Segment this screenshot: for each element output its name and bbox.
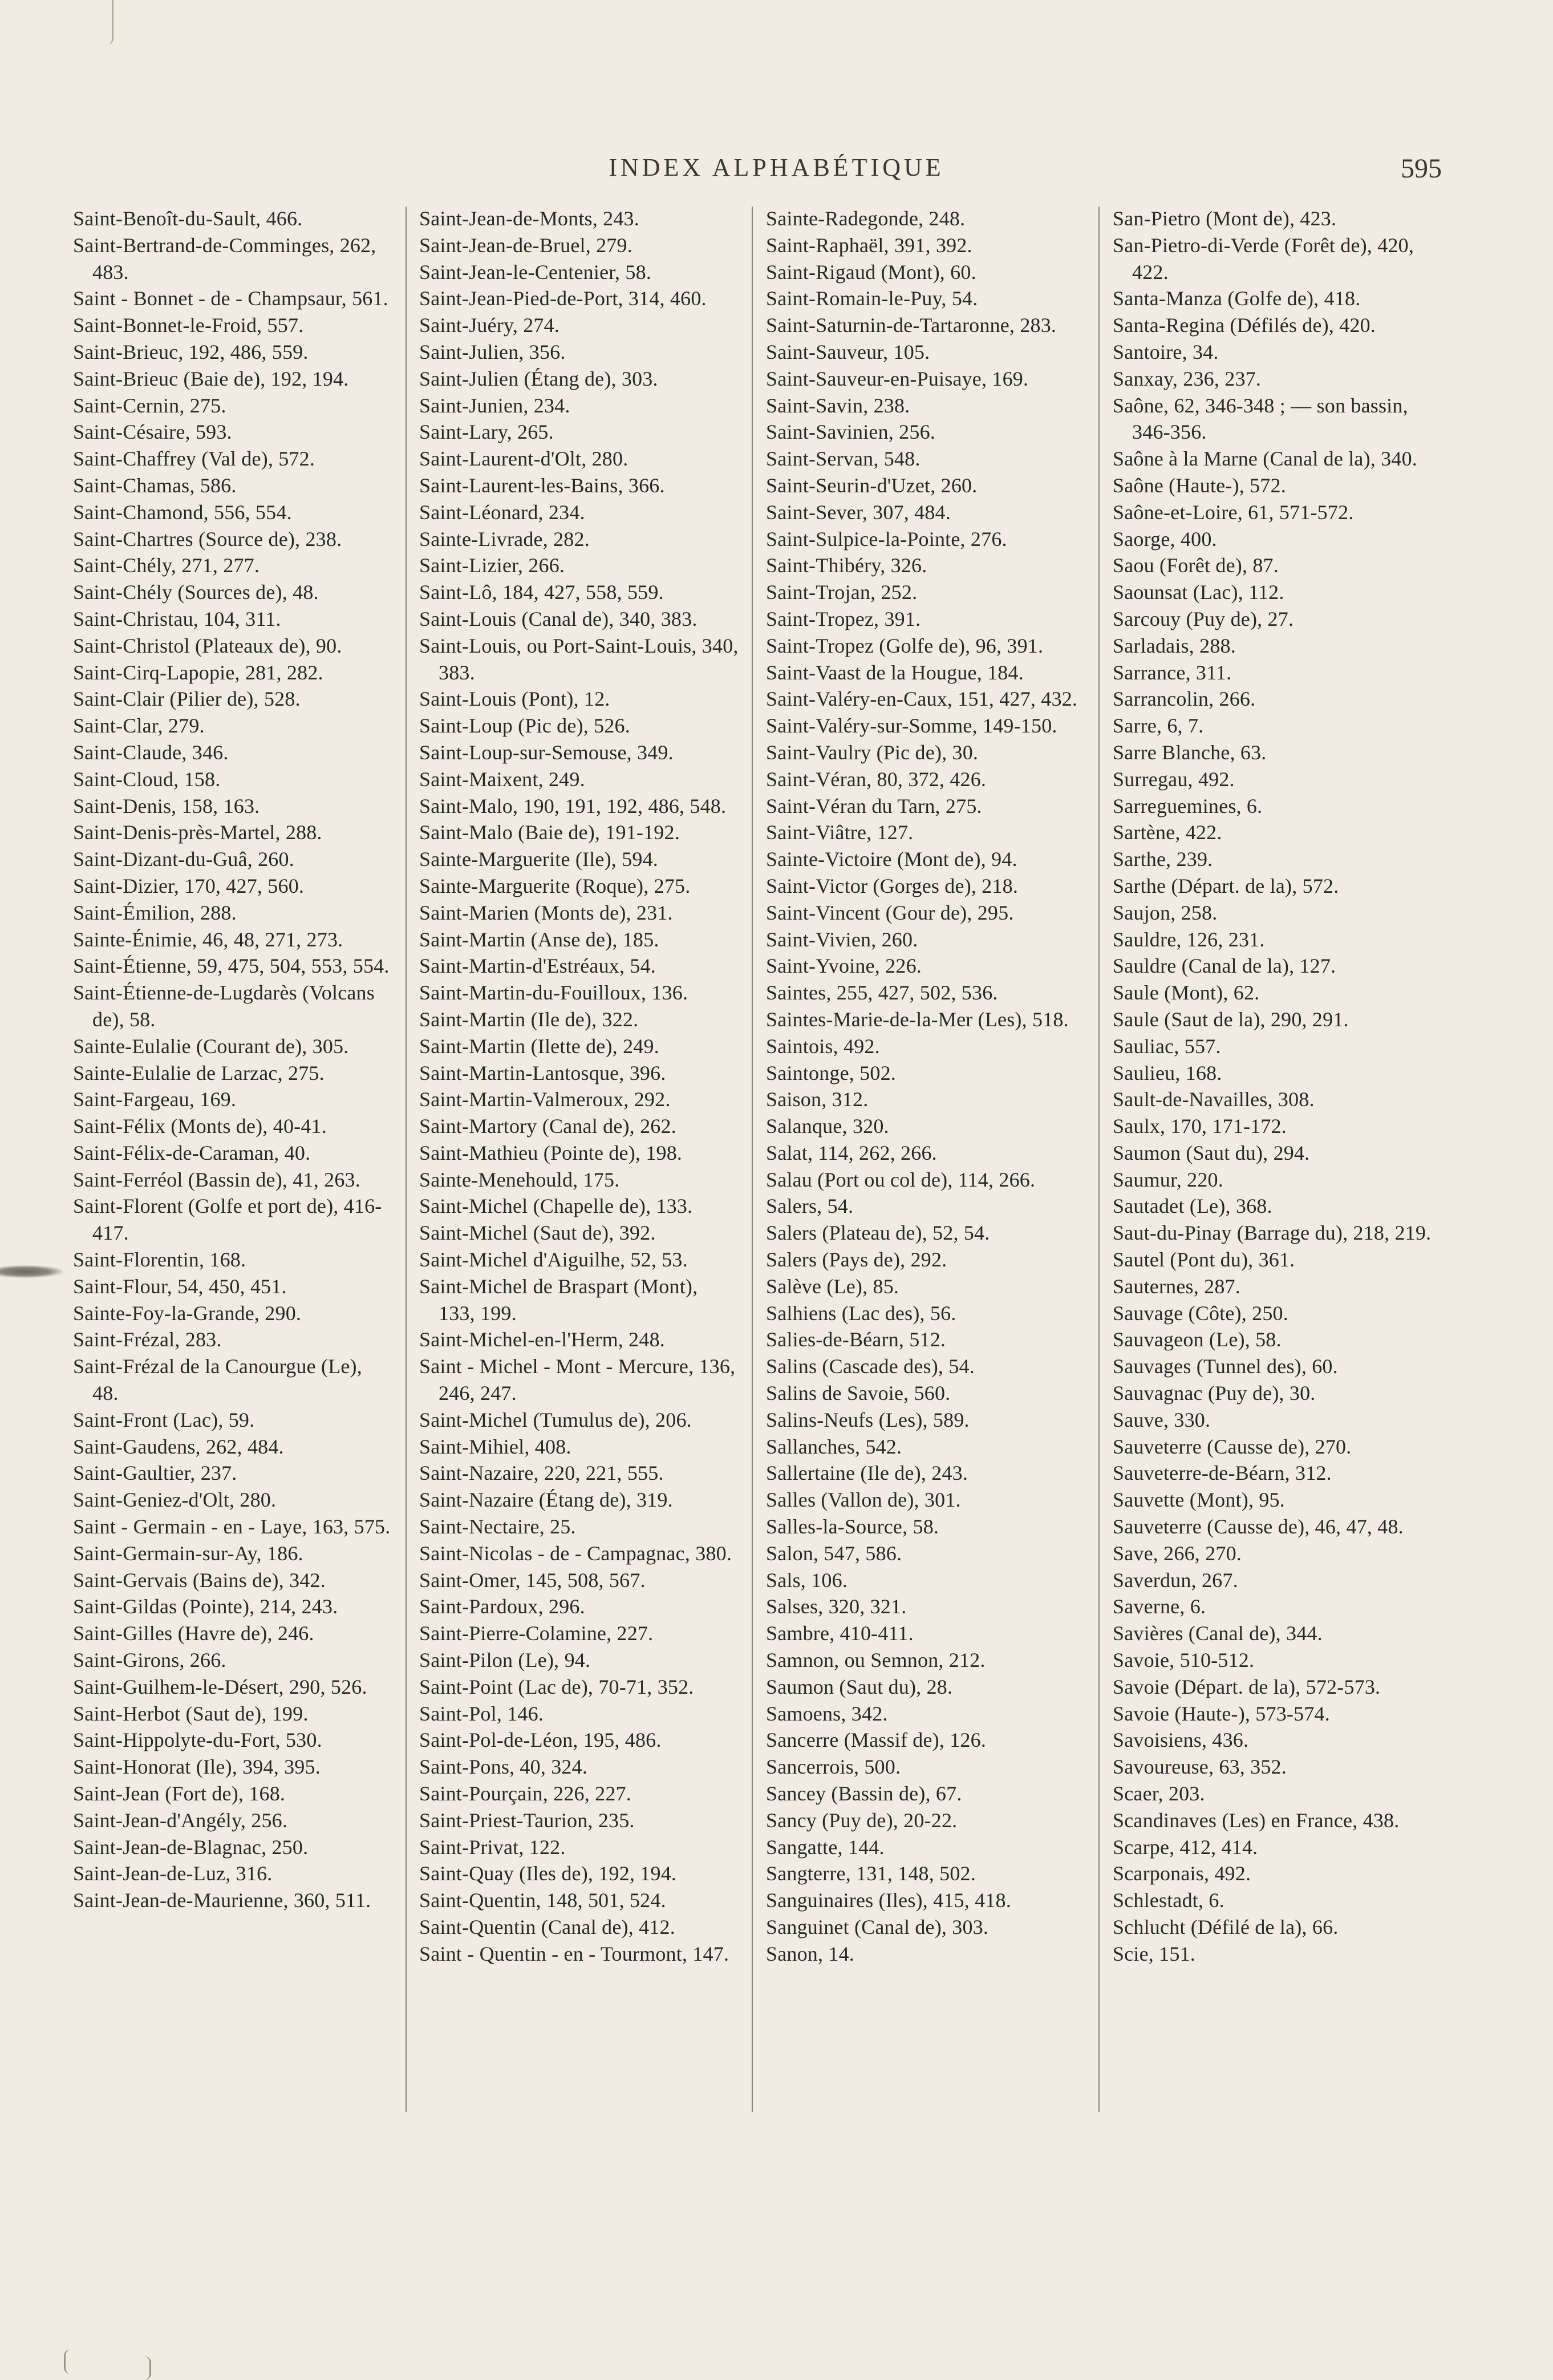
- index-entry: Sanxay, 236, 237.: [1113, 367, 1262, 390]
- index-entry: Sainte-Énimie, 46, 48, 271, 273.: [73, 928, 343, 951]
- index-entry: Salanque, 320.: [766, 1115, 889, 1138]
- index-entry: Saint - Michel - Mont - Mercure, 136, 246, 247.: [419, 1355, 736, 1405]
- index-entry: Saint-Martory (Canal de), 262.: [419, 1115, 676, 1138]
- index-entry: Saint-Michel (Tumulus de), 206.: [419, 1408, 692, 1431]
- page-number: 595: [1401, 153, 1442, 184]
- index-entry: Saint-Martin-Lantosque, 396.: [419, 1061, 666, 1084]
- index-entry: Saint-Cirq-Lapopie, 281, 282.: [73, 661, 323, 684]
- index-entry: Saint-Gaudens, 262, 484.: [73, 1435, 284, 1458]
- index-entry: Saint-Jean-le-Centenier, 58.: [419, 260, 652, 284]
- index-entry: Saulieu, 168.: [1113, 1061, 1222, 1084]
- index-entry: Saint-Valéry-en-Caux, 151, 427, 432.: [766, 687, 1078, 711]
- index-entry: Saint-Jean-de-Bruel, 279.: [419, 233, 632, 257]
- index-entry: Saint-Florent (Golfe et port de), 416-417.: [73, 1195, 382, 1245]
- index-entry: Saint-Cloud, 158.: [73, 767, 221, 791]
- index-entry: San-Pietro-di-Verde (Forêt de), 420, 422.: [1113, 233, 1414, 284]
- index-entry: Saumon (Saut du), 294.: [1113, 1141, 1310, 1164]
- index-entry: Saint-Nazaire, 220, 221, 555.: [419, 1462, 664, 1485]
- index-entry: Saint-Clair (Pilier de), 528.: [73, 687, 301, 711]
- page-corner-mark: [107, 0, 113, 44]
- index-entry: Saint-Denis-près-Martel, 288.: [73, 821, 322, 844]
- index-entry: Saint-Émilion, 288.: [73, 901, 237, 924]
- index-entry: Saint-Nicolas - de - Campagnac, 380.: [419, 1541, 732, 1565]
- index-entry: Sainte-Eulalie de Larzac, 275.: [73, 1061, 325, 1084]
- index-entry: Sallanches, 542.: [766, 1435, 902, 1458]
- index-entry: Samoens, 342.: [766, 1702, 888, 1725]
- index-entry: Saint-Étienne, 59, 475, 504, 553, 554.: [73, 954, 390, 978]
- index-entry: Salève (Le), 85.: [766, 1274, 899, 1298]
- index-entry: Saint-Quay (Iles de), 192, 194.: [419, 1862, 677, 1885]
- index-entry: Sarrance, 311.: [1113, 661, 1232, 684]
- index-entry: Saône à la Marne (Canal de la), 340.: [1113, 447, 1417, 471]
- index-entry: Saint-Savinien, 256.: [766, 420, 935, 444]
- index-entry: Scandinaves (Les) en France, 438.: [1113, 1808, 1400, 1832]
- index-entry: Samnon, ou Semnon, 212.: [766, 1649, 986, 1672]
- index-entry: Schlucht (Défilé de la), 66.: [1113, 1916, 1339, 1938]
- index-entry: Saint-Yvoine, 226.: [766, 954, 922, 978]
- index-entry: Saint-Gildas (Pointe), 214, 243.: [73, 1595, 338, 1618]
- index-entry: Saint-Chartres (Source de), 238.: [73, 527, 342, 551]
- index-entry: Surregau, 492.: [1113, 767, 1235, 791]
- index-entry: Saint-Junien, 234.: [419, 394, 570, 417]
- index-entry: Sarcouy (Puy de), 27.: [1113, 607, 1294, 630]
- index-entry: Santoire, 34.: [1113, 340, 1219, 363]
- index-entry: Sainte-Foy-la-Grande, 290.: [73, 1301, 302, 1325]
- index-entry: Scie, 151.: [1113, 1942, 1195, 1965]
- index-entry: Sainte-Livrade, 282.: [419, 527, 590, 551]
- index-entry: Saint - Germain - en - Laye, 163, 575.: [73, 1515, 391, 1539]
- index-entry: Saint-Point (Lac de), 70-71, 352.: [419, 1675, 694, 1698]
- index-column-1: [73, 205, 392, 2145]
- index-entry: Saujon, 258.: [1113, 901, 1218, 924]
- index-entry: Sauveterre (Causse de), 46, 47, 48.: [1113, 1515, 1404, 1539]
- index-entry: Sals, 106.: [766, 1568, 848, 1592]
- index-entry: Saint-Nectaire, 25.: [419, 1515, 576, 1539]
- index-entry: Saint-Louis (Canal de), 340, 383.: [419, 607, 698, 630]
- index-entry: Sancerre (Massif de), 126.: [766, 1729, 987, 1752]
- index-entry: Saint-Bertrand-de-Comminges, 262, 483.: [73, 233, 376, 284]
- index-entry: Saint-Frézal, 283.: [73, 1328, 222, 1351]
- index-entry: Saintonge, 502.: [766, 1061, 896, 1084]
- index-entry: Saorge, 400.: [1113, 527, 1217, 551]
- index-entry: Sancerrois, 500.: [766, 1755, 901, 1779]
- index-entry: Scaer, 203.: [1113, 1782, 1205, 1806]
- index-entry: Saint-Christol (Plateaux de), 90.: [73, 634, 342, 657]
- index-entry: Saint-Hippolyte-du-Fort, 530.: [73, 1729, 322, 1752]
- index-entry: Saint-Michel-en-l'Herm, 248.: [419, 1328, 665, 1351]
- index-entry: Salins de Savoie, 560.: [766, 1382, 951, 1405]
- index-entry: Saint-Cernin, 275.: [73, 394, 226, 417]
- index-entry: Saint-Honorat (Ile), 394, 395.: [73, 1755, 321, 1779]
- index-entry: Saint-Pol-de-Léon, 195, 486.: [419, 1729, 662, 1752]
- column-rule: [1098, 207, 1100, 2112]
- index-entry: Salies-de-Béarn, 512.: [766, 1328, 946, 1351]
- index-entry: Saint-Mihiel, 408.: [419, 1435, 571, 1458]
- index-entry: Saint-Martin-Valmeroux, 292.: [419, 1088, 671, 1111]
- index-entry: Saint-Rigaud (Mont), 60.: [766, 260, 976, 284]
- index-entry: Saint-Frézal de la Canourgue (Le), 48.: [73, 1355, 362, 1405]
- index-entry: Saint-Jean-de-Maurienne, 360, 511.: [73, 1889, 371, 1912]
- index-entry: Saint-Bonnet-le-Froid, 557.: [73, 314, 304, 337]
- index-entry: Saint-Flour, 54, 450, 451.: [73, 1274, 287, 1298]
- index-entry: Salers, 54.: [766, 1195, 854, 1218]
- index-entry: Saint-Louis, ou Port-Saint-Louis, 340, 383.: [419, 634, 739, 684]
- index-entry: Saint-Fargeau, 169.: [73, 1088, 237, 1111]
- index-entry: Sangterre, 131, 148, 502.: [766, 1862, 976, 1885]
- index-entry: Saint-Brieuc (Baie de), 192, 194.: [73, 367, 349, 390]
- index-entry: Saint-Jean (Fort de), 168.: [73, 1782, 286, 1806]
- index-entry: Saint-Dizier, 170, 427, 560.: [73, 874, 305, 897]
- index-entry: Saint-Seurin-d'Uzet, 260.: [766, 473, 978, 497]
- index-entry: San-Pietro (Mont de), 423.: [1113, 207, 1337, 230]
- index-entry: Salau (Port ou col de), 114, 266.: [766, 1168, 1036, 1191]
- index-entry: Saint-Mathieu (Pointe de), 198.: [419, 1141, 683, 1164]
- index-entry: Saint-Malo (Baie de), 191-192.: [419, 821, 680, 844]
- index-entry: Salhiens (Lac des), 56.: [766, 1301, 956, 1325]
- index-entry: Savoureuse, 63, 352.: [1113, 1755, 1287, 1779]
- index-entry: Sauveterre (Causse de), 270.: [1113, 1435, 1352, 1458]
- index-entry: Saou (Forêt de), 87.: [1113, 554, 1279, 577]
- index-entry: Saint-Louis (Pont), 12.: [419, 687, 610, 711]
- index-entry: Saint-Lô, 184, 427, 558, 559.: [419, 581, 664, 604]
- index-entry: Saint-Maixent, 249.: [419, 767, 585, 791]
- index-entry: Saverdun, 267.: [1113, 1568, 1238, 1592]
- bottom-margin-mark: [141, 2356, 151, 2380]
- index-entry: Sauldre (Canal de la), 127.: [1113, 954, 1336, 978]
- index-entry: Saint-Thibéry, 326.: [766, 554, 927, 577]
- index-entry: Saint-Benoît-du-Sault, 466.: [73, 207, 303, 230]
- index-entry: Saint-Michel de Braspart (Mont), 133, 199.: [419, 1274, 698, 1325]
- index-entry: Sauldre, 126, 231.: [1113, 928, 1265, 951]
- index-entry: Saint-Pourçain, 226, 227.: [419, 1782, 631, 1806]
- index-entry: Sarthe (Départ. de la), 572.: [1113, 874, 1339, 897]
- index-entry: Sarre Blanche, 63.: [1113, 740, 1267, 764]
- index-entry: Saint-Vincent (Gour de), 295.: [766, 901, 1014, 924]
- index-entry: Saint-Sauveur-en-Puisaye, 169.: [766, 367, 1029, 390]
- index-entry: Salles (Vallon de), 301.: [766, 1488, 961, 1512]
- index-entry: Salles-la-Source, 58.: [766, 1515, 939, 1539]
- index-entry: Salins (Cascade des), 54.: [766, 1355, 975, 1378]
- index-entry: Sauveterre-de-Béarn, 312.: [1113, 1462, 1332, 1485]
- index-entry: Saint-Vaulry (Pic de), 30.: [766, 740, 979, 764]
- index-entry: Saint-Servan, 548.: [766, 447, 921, 471]
- index-entry: Sambre, 410-411.: [766, 1622, 914, 1645]
- index-entry: Saint-Pardoux, 296.: [419, 1595, 585, 1618]
- index-entry: Savières (Canal de), 344.: [1113, 1622, 1323, 1645]
- index-entry: Saint-Véran du Tarn, 275.: [766, 794, 982, 817]
- margin-bookmark-mark: [0, 1265, 63, 1278]
- index-entry: Saint-Clar, 279.: [73, 714, 205, 738]
- index-entry: Scarpe, 412, 414.: [1113, 1835, 1258, 1859]
- index-entry: Saint-Pierre-Colamine, 227.: [419, 1622, 654, 1645]
- index-entry: Sautel (Pont du), 361.: [1113, 1248, 1295, 1272]
- index-entry: Saint-Herbot (Saut de), 199.: [73, 1702, 309, 1725]
- index-entry: Saint-Front (Lac), 59.: [73, 1408, 255, 1431]
- index-column-2: [419, 205, 739, 2145]
- index-entry: Schlestadt, 6.: [1113, 1889, 1224, 1912]
- index-entry: Saint-Saturnin-de-Tartaronne, 283.: [766, 314, 1057, 337]
- index-entry: Saintois, 492.: [766, 1034, 880, 1058]
- index-entry: Sauvette (Mont), 95.: [1113, 1488, 1285, 1512]
- index-entry: Saint - Quentin - en - Tourmont, 147.: [419, 1942, 729, 1965]
- index-entry: Saint-Sauveur, 105.: [766, 340, 930, 363]
- index-entry: Saint-Savin, 238.: [766, 394, 910, 417]
- index-entry: Saint-Chamas, 586.: [73, 473, 237, 497]
- index-entry: Saint-Quentin (Canal de), 412.: [419, 1916, 675, 1938]
- index-entry: Saint-Gervais (Bains de), 342.: [73, 1568, 326, 1592]
- index-entry: Sarthe, 239.: [1113, 848, 1213, 871]
- index-entry: Saint-Valéry-sur-Somme, 149-150.: [766, 714, 1057, 738]
- index-entry: Saint-Sever, 307, 484.: [766, 500, 951, 524]
- index-entry: Sainte-Eulalie (Courant de), 305.: [73, 1034, 349, 1058]
- index-entry: Saison, 312.: [766, 1088, 869, 1111]
- index-entry: Savoie, 510-512.: [1113, 1649, 1255, 1672]
- index-entry: Saint-Césaire, 593.: [73, 420, 232, 444]
- index-entry: Sauvages (Tunnel des), 60.: [1113, 1355, 1338, 1378]
- index-entry: Sancey (Bassin de), 67.: [766, 1782, 962, 1806]
- index-entry: Saint-Martin (Ilette de), 249.: [419, 1034, 659, 1058]
- index-entry: Saint-Claude, 346.: [73, 740, 229, 764]
- index-column-3: [766, 205, 1085, 2145]
- index-entry: Sautadet (Le), 368.: [1113, 1195, 1272, 1218]
- index-entry: Saut-du-Pinay (Barrage du), 218, 219.: [1113, 1221, 1432, 1245]
- index-entry: Saint-Jean-d'Angély, 256.: [73, 1808, 288, 1832]
- index-entry: Saint-Chaffrey (Val de), 572.: [73, 447, 315, 471]
- index-entry: Savoisiens, 436.: [1113, 1729, 1249, 1752]
- index-entry: Saint-Raphaël, 391, 392.: [766, 233, 972, 257]
- index-entry: Saint-Martin (Ile de), 322.: [419, 1007, 639, 1031]
- index-entry: Sauternes, 287.: [1113, 1274, 1240, 1298]
- index-entry: Saint-Martin-du-Fouilloux, 136.: [419, 981, 688, 1005]
- index-entry: Sauve, 330.: [1113, 1408, 1211, 1431]
- index-entry: Saintes-Marie-de-la-Mer (Les), 518.: [766, 1007, 1069, 1031]
- index-entry: Sanon, 14.: [766, 1942, 854, 1965]
- index-entry: Saint-Omer, 145, 508, 567.: [419, 1568, 646, 1592]
- index-entry: Saint-Tropez, 391.: [766, 607, 921, 630]
- index-entry: Save, 266, 270.: [1113, 1541, 1242, 1565]
- index-entry: Saint-Victor (Gorges de), 218.: [766, 874, 1019, 897]
- index-entry: Saône (Haute-), 572.: [1113, 473, 1286, 497]
- index-entry: Saint-Guilhem-le-Désert, 290, 526.: [73, 1675, 367, 1698]
- index-entry: Sainte-Radegonde, 248.: [766, 207, 966, 230]
- index-entry: Saulx, 170, 171-172.: [1113, 1115, 1287, 1138]
- column-rule: [406, 207, 407, 2112]
- index-entry: Sarre, 6, 7.: [1113, 714, 1204, 738]
- column-rule: [752, 207, 753, 2112]
- index-entry: Saule (Mont), 62.: [1113, 981, 1260, 1005]
- index-entry: Saint-Vaast de la Hougue, 184.: [766, 661, 1024, 684]
- index-entry: Saint-Gaultier, 237.: [73, 1462, 237, 1485]
- index-entry: Saône-et-Loire, 61, 571-572.: [1113, 500, 1354, 524]
- index-entry: Salses, 320, 321.: [766, 1595, 907, 1618]
- index-entry: Saint-Pol, 146.: [419, 1702, 544, 1725]
- index-entry: Sarladais, 288.: [1113, 634, 1236, 657]
- index-entry: Saint-Michel d'Aiguilhe, 52, 53.: [419, 1248, 688, 1272]
- index-entry: Sauvageon (Le), 58.: [1113, 1328, 1282, 1351]
- index-entry: Saint-Juéry, 274.: [419, 314, 560, 337]
- index-entry: Saint-Jean-de-Monts, 243.: [419, 207, 639, 230]
- index-entry: Salat, 114, 262, 266.: [766, 1141, 937, 1164]
- index-entry: Saint-Lizier, 266.: [419, 554, 565, 577]
- index-entry: Saint-Malo, 190, 191, 192, 486, 548.: [419, 794, 727, 817]
- index-entry: Saint-Loup (Pic de), 526.: [419, 714, 630, 738]
- bottom-margin-mark: [64, 2349, 74, 2374]
- index-entry: Sartène, 422.: [1113, 821, 1222, 844]
- index-entry: Saintes, 255, 427, 502, 536.: [766, 981, 998, 1005]
- index-entry: Sanguinet (Canal de), 303.: [766, 1916, 989, 1938]
- index-entry: Saint-Vivien, 260.: [766, 928, 918, 951]
- index-entry: Saint-Félix-de-Caraman, 40.: [73, 1141, 311, 1164]
- index-entry: Saint-Julien (Étang de), 303.: [419, 367, 658, 390]
- index-entry: Saint-Ferréol (Bassin de), 41, 263.: [73, 1168, 360, 1191]
- index-entry: Saint-Étienne-de-Lugdarès (Volcans de), 58.: [73, 981, 375, 1031]
- index-entry: Sauvagnac (Puy de), 30.: [1113, 1382, 1316, 1405]
- index-entry: Salers (Pays de), 292.: [766, 1248, 947, 1272]
- index-entry: Sanguinaires (Iles), 415, 418.: [766, 1889, 1011, 1912]
- index-entry: Saint-Viâtre, 127.: [766, 821, 914, 844]
- index-entry: Saint-Martin-d'Estréaux, 54.: [419, 954, 656, 978]
- index-entry: Savoie (Haute-), 573-574.: [1113, 1702, 1330, 1725]
- index-entry: Saint-Jean-Pied-de-Port, 314, 460.: [419, 287, 707, 310]
- index-entry: Sallertaine (Ile de), 243.: [766, 1462, 968, 1485]
- index-column-4: [1113, 205, 1432, 2145]
- index-entry: Saint-Privat, 122.: [419, 1835, 566, 1859]
- index-entry: Sainte-Marguerite (Roque), 275.: [419, 874, 691, 897]
- index-entry: Saumur, 220.: [1113, 1168, 1223, 1191]
- running-title: INDEX ALPHABÉTIQUE: [609, 153, 944, 181]
- index-entry: Sainte-Marguerite (Ile), 594.: [419, 848, 658, 871]
- index-entry: Saint-Léonard, 234.: [419, 500, 585, 524]
- index-entry: Savoie (Départ. de la), 572-573.: [1113, 1675, 1381, 1698]
- index-entry: Saint-Félix (Monts de), 40-41.: [73, 1115, 327, 1138]
- index-entry: Saint-Priest-Taurion, 235.: [419, 1808, 635, 1832]
- index-entry: Saint-Trojan, 252.: [766, 581, 918, 604]
- index-entry: Saint-Pons, 40, 324.: [419, 1755, 588, 1779]
- index-entry: Saint-Nazaire (Étang de), 319.: [419, 1488, 673, 1512]
- index-entry: Saint-Laurent-d'Olt, 280.: [419, 447, 629, 471]
- index-entry: Scarponais, 492.: [1113, 1862, 1251, 1885]
- index-entry: Saint-Brieuc, 192, 486, 559.: [73, 340, 309, 363]
- index-entry: Sault-de-Navailles, 308.: [1113, 1088, 1315, 1111]
- index-entry: Sangatte, 144.: [766, 1835, 885, 1859]
- index-entry: Sarrancolin, 266.: [1113, 687, 1256, 711]
- index-entry: Saint-Germain-sur-Ay, 186.: [73, 1541, 303, 1565]
- index-entry: Saône, 62, 346-348 ; — son bassin, 346-356.: [1113, 394, 1408, 444]
- index-entry: Saint-Lary, 265.: [419, 420, 554, 444]
- index-entry: Santa-Manza (Golfe de), 418.: [1113, 287, 1361, 310]
- index-entry: Saint-Martin (Anse de), 185.: [419, 928, 659, 951]
- index-entry: Salers (Plateau de), 52, 54.: [766, 1221, 990, 1245]
- index-entry: Saint-Geniez-d'Olt, 280.: [73, 1488, 277, 1512]
- index-entry: Saint-Jean-de-Blagnac, 250.: [73, 1835, 309, 1859]
- index-entry: Saverne, 6.: [1113, 1595, 1206, 1618]
- index-entry: Saint-Michel (Chapelle de), 133.: [419, 1195, 693, 1218]
- index-entry: Saint-Chély (Sources de), 48.: [73, 581, 319, 604]
- index-entry: Saint-Dizant-du-Guâ, 260.: [73, 848, 294, 871]
- index-entry: Saint-Véran, 80, 372, 426.: [766, 767, 987, 791]
- index-entry: Saint-Girons, 266.: [73, 1649, 226, 1672]
- index-entry: Saint-Christau, 104, 311.: [73, 607, 281, 630]
- index-entry: Saule (Saut de la), 290, 291.: [1113, 1007, 1349, 1031]
- index-entry: Sauvage (Côte), 250.: [1113, 1301, 1288, 1325]
- index-entry: Saint-Pilon (Le), 94.: [419, 1649, 591, 1672]
- index-entry: Saint-Tropez (Golfe de), 96, 391.: [766, 634, 1044, 657]
- index-entry: Saint-Quentin, 148, 501, 524.: [419, 1889, 666, 1912]
- index-entry: Saint - Bonnet - de - Champsaur, 561.: [73, 287, 388, 310]
- index-entry: Saint-Julien, 356.: [419, 340, 566, 363]
- index-entry: Saint-Marien (Monts de), 231.: [419, 901, 673, 924]
- index-entry: Sainte-Menehould, 175.: [419, 1168, 620, 1191]
- index-entry: Sarreguemines, 6.: [1113, 794, 1263, 817]
- index-entry: Saint-Sulpice-la-Pointe, 276.: [766, 527, 1007, 551]
- index-entry: Saint-Gilles (Havre de), 246.: [73, 1622, 314, 1645]
- index-entry: Saint-Denis, 158, 163.: [73, 794, 260, 817]
- index-entry: Saumon (Saut du), 28.: [766, 1675, 953, 1698]
- index-entry: Saint-Laurent-les-Bains, 366.: [419, 473, 665, 497]
- index-entry: Saint-Loup-sur-Semouse, 349.: [419, 740, 674, 764]
- index-entry: Sainte-Victoire (Mont de), 94.: [766, 848, 1017, 871]
- index-entry: Sauliac, 557.: [1113, 1034, 1221, 1058]
- index-entry: Saint-Florentin, 168.: [73, 1248, 246, 1272]
- index-entry: Saint-Jean-de-Luz, 316.: [73, 1862, 273, 1885]
- index-entry: Saint-Romain-le-Puy, 54.: [766, 287, 978, 310]
- index-entry: Salins-Neufs (Les), 589.: [766, 1408, 970, 1431]
- index-entry: Salon, 547, 586.: [766, 1541, 902, 1565]
- index-entry: Santa-Regina (Défilés de), 420.: [1113, 314, 1376, 337]
- index-entry: Saint-Chély, 271, 277.: [73, 554, 260, 577]
- index-entry: Saint-Michel (Saut de), 392.: [419, 1221, 656, 1245]
- index-entry: Sancy (Puy de), 20-22.: [766, 1808, 958, 1832]
- index-entry: Saounsat (Lac), 112.: [1113, 581, 1284, 604]
- index-entry: Saint-Chamond, 556, 554.: [73, 500, 292, 524]
